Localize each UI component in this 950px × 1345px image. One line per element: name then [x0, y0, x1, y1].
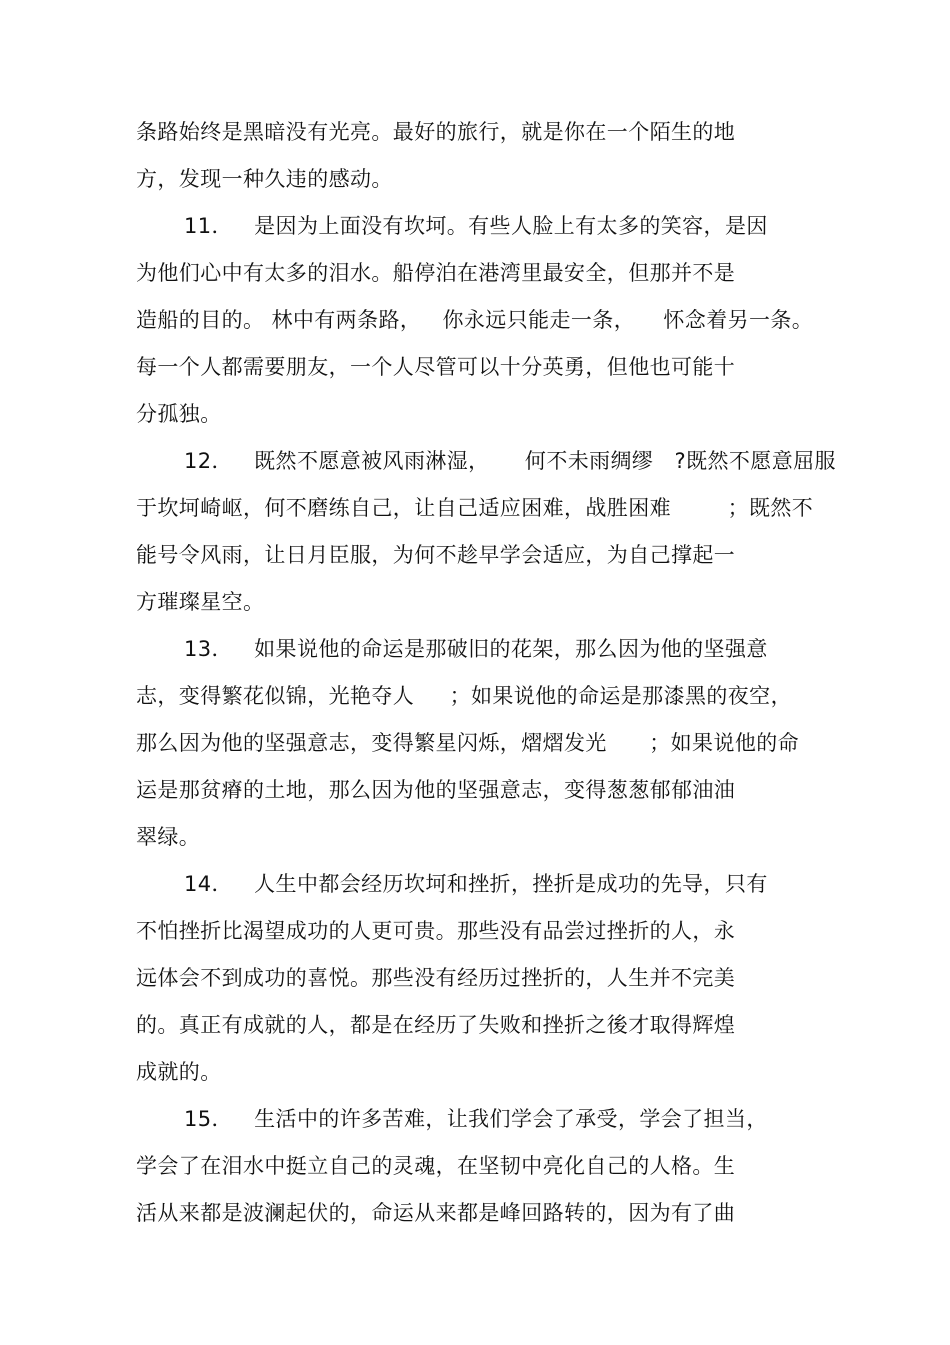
- paragraph-12-start: 12． 既然不愿意被风雨淋湿， 何不未雨绸缪 ?既然不愿意屈服: [184, 449, 836, 473]
- text-line: 运是那贫瘠的土地，那么因为他的坚强意志，变得葱葱郁郁油油: [136, 778, 736, 802]
- text-line: 分孤独。: [136, 402, 222, 426]
- text-line: 造船的目的。 林中有两条路， 你永远只能走一条， 怀念着另一条。: [136, 308, 814, 332]
- text-line: 志，变得繁花似锦，光艳夺人 ；如果说他的命运是那漆黑的夜空，: [136, 684, 792, 708]
- text-line: 的。真正有成就的人，都是在经历了失败和挫折之後才取得辉煌: [136, 1013, 736, 1037]
- text-line: 成就的。: [136, 1060, 222, 1084]
- paragraph-14-start: 14． 人生中都会经历坎坷和挫折，挫折是成功的先导，只有: [184, 872, 768, 896]
- text-line: 活从来都是波澜起伏的，命运从来都是峰回路转的，因为有了曲: [136, 1201, 736, 1225]
- text-line: 为他们心中有太多的泪水。船停泊在港湾里最安全，但那并不是: [136, 261, 736, 285]
- text-line: 能号令风雨，让日月臣服，为何不趁早学会适应，为自己撑起一: [136, 543, 736, 567]
- text-line: 学会了在泪水中挺立自己的灵魂，在坚韧中亮化自己的人格。生: [136, 1154, 736, 1178]
- text-line: 翠绿。: [136, 825, 201, 849]
- paragraph-13-start: 13． 如果说他的命运是那破旧的花架，那么因为他的坚强意: [184, 637, 768, 661]
- text-line: 方璀璨星空。: [136, 590, 265, 614]
- text-line: 方，发现一种久违的感动。: [136, 167, 393, 191]
- paragraph-15-start: 15． 生活中的许多苦难，让我们学会了承受，学会了担当，: [184, 1107, 768, 1131]
- paragraph-11-start: 11． 是因为上面没有坎坷。有些人脸上有太多的笑容，是因: [184, 214, 768, 238]
- text-line: 于坎坷崎岖，何不磨练自己，让自己适应困难，战胜困难 ；既然不: [136, 496, 814, 520]
- text-line: 不怕挫折比渴望成功的人更可贵。那些没有品尝过挫折的人，永: [136, 919, 736, 943]
- text-line: 每一个人都需要朋友，一个人尽管可以十分英勇，但他也可能十: [136, 355, 736, 379]
- text-line: 远体会不到成功的喜悦。那些没有经历过挫折的，人生并不完美: [136, 966, 736, 990]
- text-line: 那么因为他的坚强意志，变得繁星闪烁，熠熠发光 ；如果说他的命: [136, 731, 800, 755]
- text-line: 条路始终是黑暗没有光亮。最好的旅行，就是你在一个陌生的地: [136, 120, 736, 144]
